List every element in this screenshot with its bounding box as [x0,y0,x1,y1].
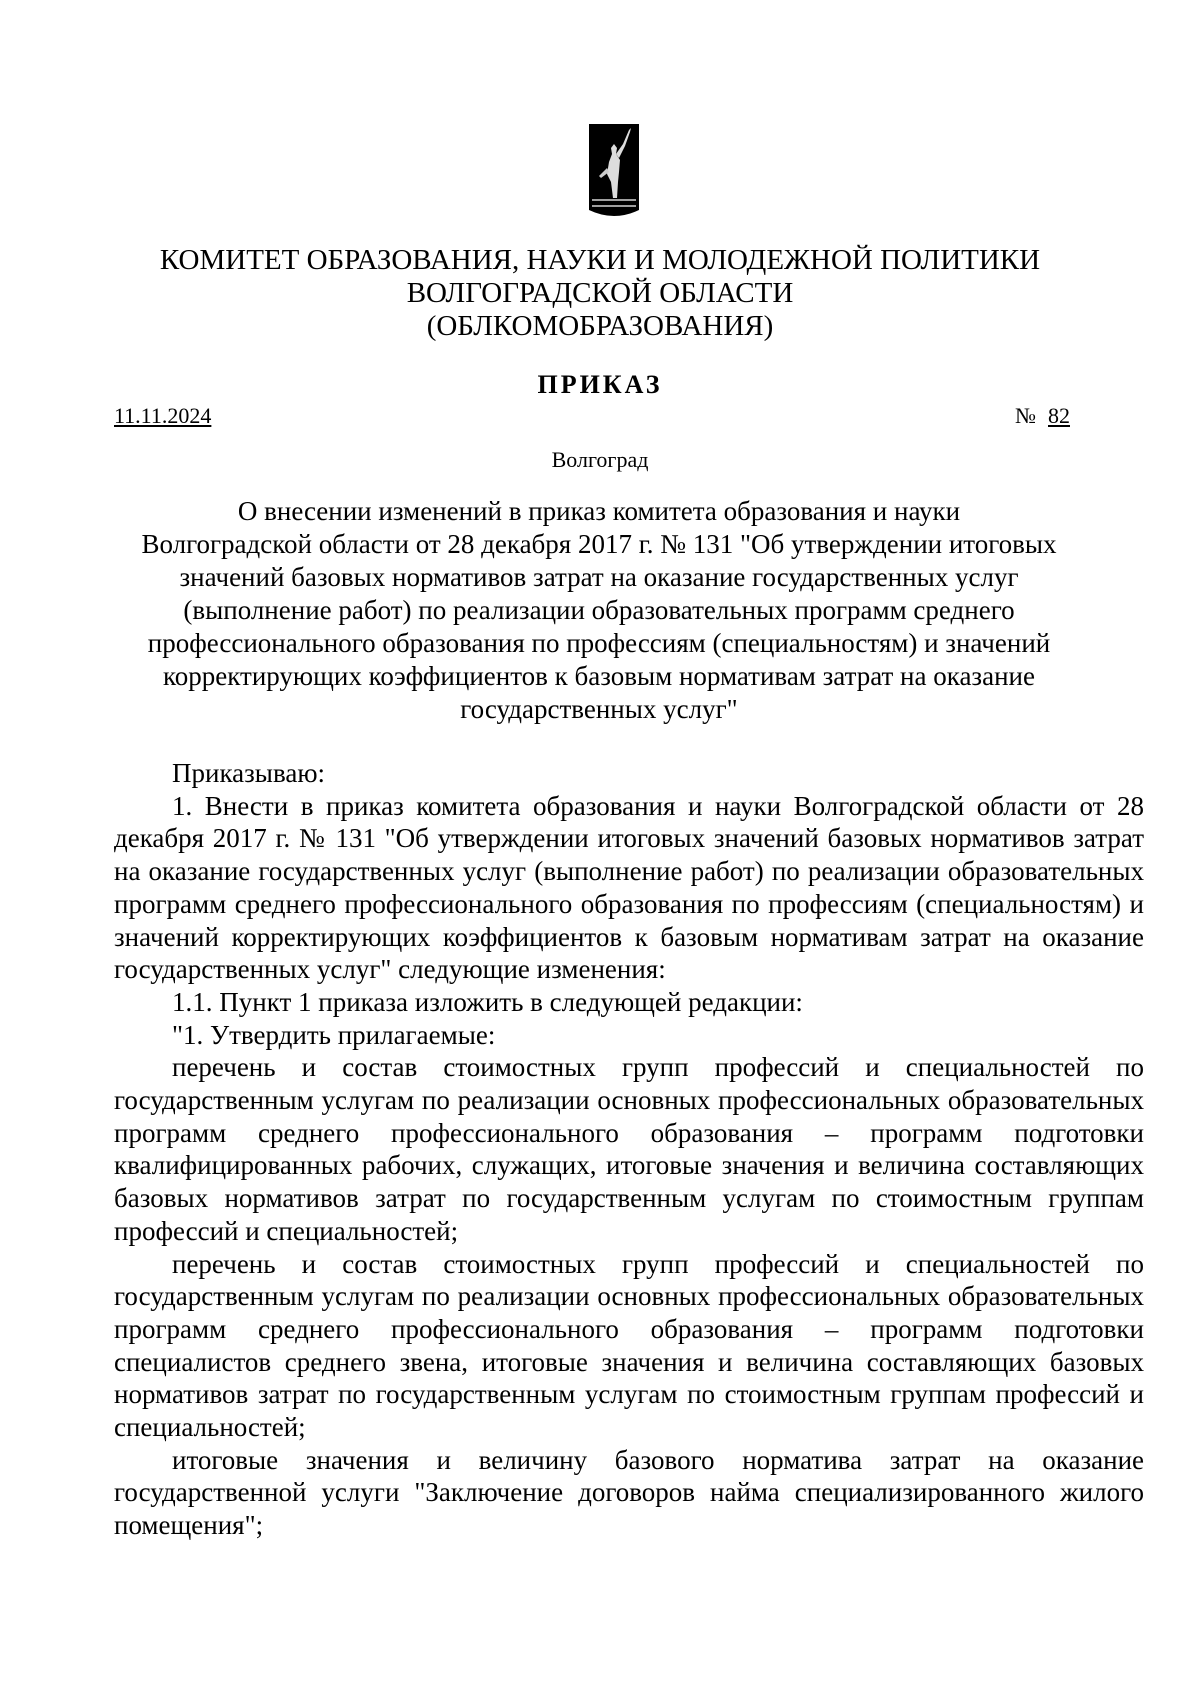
document-body [114,757,1144,1542]
document-number [1015,403,1070,429]
subject-line: государственных услуг" [460,694,738,724]
org-line-2: ВОЛГОГРАДСКОЙ ОБЛАСТИ [406,277,794,309]
subject-line: корректирующих коэффициентов к базовым нормативам затрат на оказание [163,661,1035,691]
number-value: 82 [1048,403,1070,428]
subject-line: значений базовых нормативов затрат на оказание государственных услуг [179,562,1019,592]
subject-line: (выполнение работ) по реализации образовательных программ среднего [183,595,1015,625]
organization-name [100,244,1100,343]
document-subject [114,495,1084,726]
number-sign: № [1015,403,1036,428]
subject-line: О внесении изменений в приказ комитета образования и науки [237,496,961,526]
list-item-3: итоговые значения и величину базового норматива затрат на оказание государственной услуги "Заключение договоров найма специализированного жилого помещения"; [114,1444,1144,1541]
document-date: 11.11.2024 [114,403,212,428]
city: Волгоград [551,447,649,472]
paragraph-1-1: 1.1. Пункт 1 приказа изложить в следующей редакции: [172,986,803,1017]
org-line-1: КОМИТЕТ ОБРАЗОВАНИЯ, НАУКИ И МОЛОДЕЖНОЙ ПОЛИТИКИ [159,244,1041,276]
quoted-paragraph: "1. Утвердить прилагаемые: [172,1019,496,1050]
list-item-1: перечень и состав стоимостных групп профессий и специальностей по государственным услугам по реализации основных профессиональных образовательных программ среднего профессионального образования – программ подготовки квалифицированных рабочих, служащих, итоговые значения и величина составляющих базовых нормативов затрат по государственным услугам по стоимостным группам профессий и специальностей; [114,1052,1144,1246]
list-item-2: перечень и состав стоимостных групп профессий и специальностей по государственным услугам по реализации основных профессиональных образовательных программ среднего профессионального образования – программ подготовки специалистов среднего звена, итоговые значения и величина составляющих базовых нормативов затрат по государственным услугам по стоимостным группам профессий и специальностей; [114,1248,1144,1443]
paragraph-1: 1. Внести в приказ комитета образования и науки Волгоградской области от 28 декабря 2017 г. № 131 "Об утверждении итоговых значений базовых нормативов затрат на оказание государственных услуг (выполнение работ) по реализации образовательных программ среднего профессионального образования по профессиям (специальностям) и значений корректирующих коэффициентов к базовым нормативам затрат на оказание государственных услуг" следующие изменения: [114,790,1144,985]
subject-line: профессионального образования по профессиям (специальностям) и значений [147,628,1051,658]
document-type: ПРИКАЗ [537,370,663,399]
order-intro: Приказываю: [172,758,325,788]
org-line-3: (ОБЛКОМОБРАЗОВАНИЯ) [426,310,774,342]
subject-line: Волгоградской области от 28 декабря 2017 г. № 131 "Об утверждении итоговых [141,529,1057,559]
coat-of-arms-icon [589,124,639,222]
